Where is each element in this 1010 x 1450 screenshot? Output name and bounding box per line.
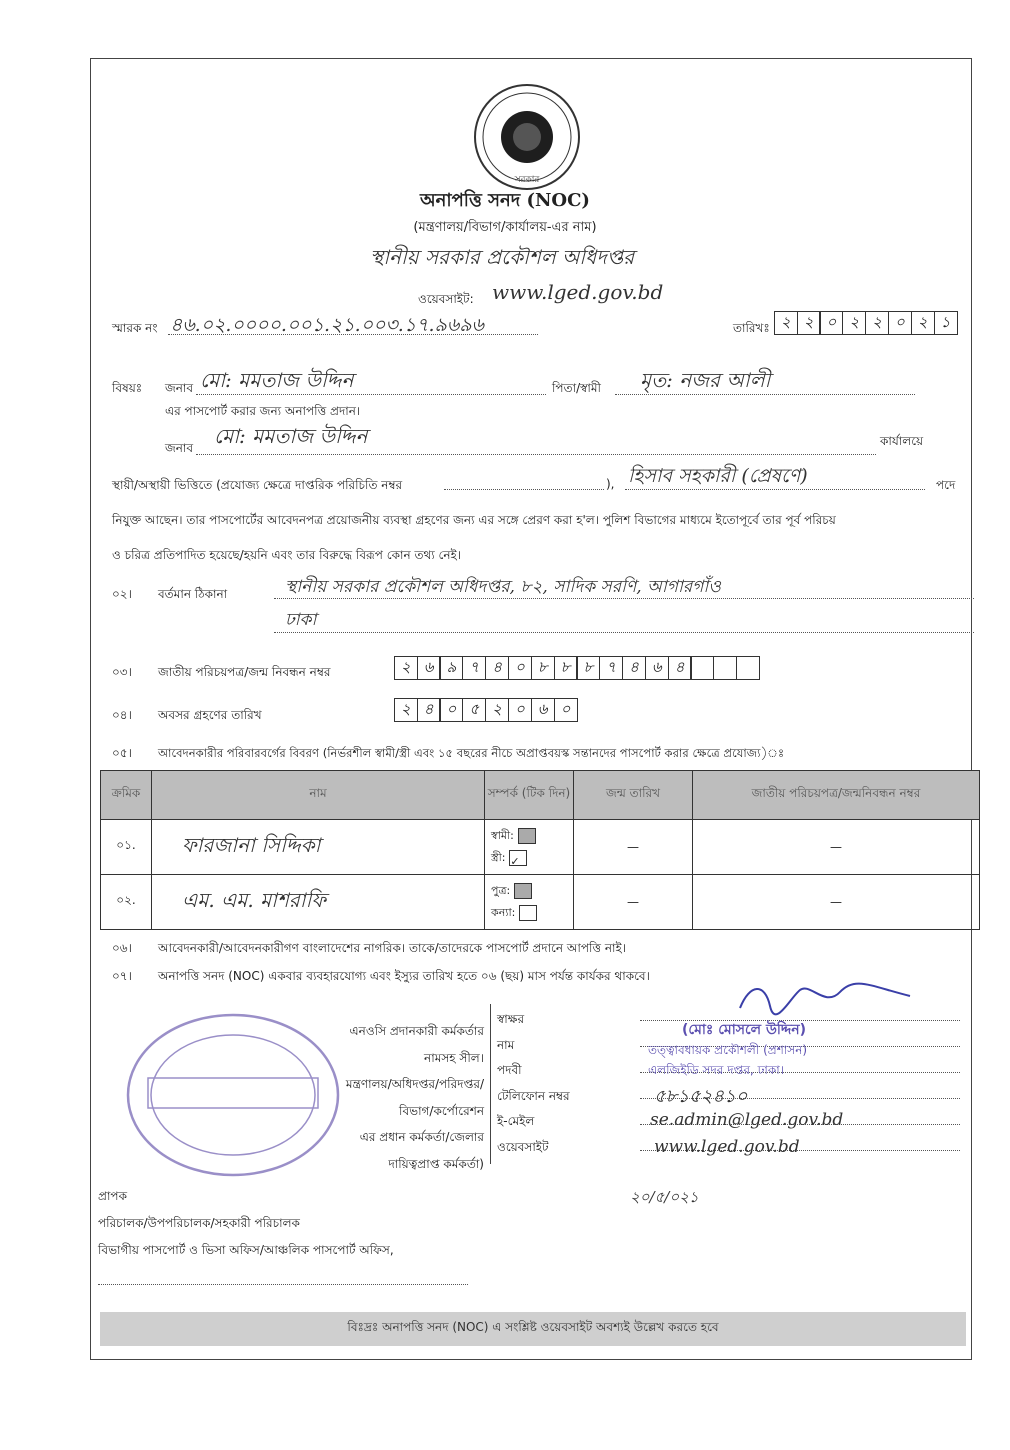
email-handwritten: se.admin@lged.gov.bd (650, 1110, 844, 1130)
body-name-line (196, 454, 876, 455)
husband-checkbox[interactable] (518, 828, 536, 844)
col-relation: সম্পর্ক (টিক দিন) (485, 771, 574, 820)
row2-name: এম. এম. মাশরাফি (152, 875, 485, 930)
recipient-label: প্রাপক (98, 1189, 127, 1203)
footer-note (100, 1312, 966, 1346)
rel-daughter-label: কন্যা: (491, 906, 516, 919)
row1-dob: — (574, 820, 693, 875)
officer-signature-icon (730, 978, 920, 1020)
address-line1: স্থানীয় সরকার প্রকৌশল অধিদপ্তর, ৮২, সাদিক সরণি, আগারগাঁও (285, 577, 721, 597)
body-line5: ও চরিত্র প্রতিপাদিত হয়েছে/হয়নি এবং তার বিরুদ্ধে বিরূপ কোন তথ্য নেই। (112, 548, 462, 562)
col-name: নাম (152, 771, 485, 820)
body-applicant-name: মো: মমতাজ উদ্দিন (214, 424, 368, 448)
subject-mr-label: জনাব (165, 381, 194, 395)
designation: হিসাব সহকারী (প্রেষণে) (628, 465, 808, 487)
sig-left-line: এনওসি প্রদানকারী কর্মকর্তার (349, 1024, 484, 1038)
body-line4: নিযুক্ত আছেন। তার পাসপোর্টের আবেদনপত্র প্রয়োজনীয় ব্যবস্থা গ্রহণের জন্য এর সঙ্গে প্রেরণ করা হ'ল। পুলিশ বিভাগের মাধ্যমে ইতোপূর্বে তার পূর্ব পরিচয় (112, 513, 836, 527)
applicant-name: মো: মমতাজ উদ্দিন (200, 368, 354, 392)
father-line (615, 394, 915, 395)
phone-handwritten: ৫৮১৫২৪১০ (654, 1086, 748, 1107)
footer-note-text: বিঃদ্রঃ অনাপত্তি সনদ (NOC) এ সংশ্লিষ্ট ওয়েবসাইট অবশ্যই উল্লেখ করতে হবে (347, 1320, 719, 1334)
page-subtitle: (মন্ত্রণালয়/বিভাগ/কার্যালয়-এর নাম) (413, 220, 597, 235)
retirement-boxes: ২ ৪ ০ ৫ ২ ০ ৬ ০ (395, 698, 578, 722)
col-serial: ক্রমিক (101, 771, 152, 820)
sig-left-line: এর প্রধান কর্মকর্তা/জেলার (359, 1130, 484, 1144)
field-website-label: ওয়েবসাইট (497, 1139, 549, 1154)
father-name: মৃত: নজর আলী (640, 368, 771, 392)
field-name-label: নাম (497, 1037, 515, 1052)
signatory-left-block (330, 1018, 484, 1177)
memo-label: স্মারক নং (112, 321, 158, 335)
father-label: পিতা/স্বামী (552, 381, 601, 395)
sig-left-line: নামসহ সীল। (424, 1050, 484, 1065)
body-line3b: ), (606, 477, 615, 491)
item2-label: বর্তমান ঠিকানা (158, 587, 228, 601)
son-checkbox[interactable] (514, 883, 532, 899)
address-dots1 (274, 598, 974, 599)
field-email-label: ই-মেইল (497, 1114, 535, 1128)
date-note-handwritten: ২০/৫/০২১ (630, 1188, 699, 1206)
rel-wife-label: স্ত্রী: (491, 851, 506, 864)
item7-text: অনাপত্তি সনদ (NOC) একবার ব্যবহারযোগ্য এবং ইস্যুর তারিখ হতে ০৬ (ছয়) মাস পর্যন্ত কার্যকর থাকবে। (158, 969, 650, 983)
designation-line (625, 489, 925, 490)
row1-relation (485, 820, 574, 875)
recipient-line1: পরিচালক/উপপরিচালক/সহকারী পরিচালক (98, 1216, 300, 1230)
body-line3a: স্থায়ী/অস্থায়ী ভিত্তিতে (প্রযোজ্য ক্ষেত্রে দাপ্তরিক পরিচিতি নম্বর (112, 478, 403, 492)
family-table (100, 770, 980, 930)
field-designation-label: পদবী (497, 1063, 522, 1077)
col-dob: জন্ম তারিখ (574, 771, 693, 820)
date-boxes: ২ ২ ০ ২ ২ ০ ২ ১ (775, 311, 958, 335)
item3-label: জাতীয় পরিচয়পত্র/জন্ম নিবন্ধন নম্বর (158, 665, 331, 679)
item4-num: ০৪। (112, 708, 132, 722)
row2-serial: ০২. (101, 875, 152, 930)
nid-boxes: ২ ৬ ৯ ৭ ৪ ০ ৮ ৮ ৮ ৭ ৪ ৬ ৪ (395, 656, 760, 680)
id-line (444, 489, 604, 490)
address-line2: ঢাকা (285, 610, 317, 630)
stamp-officer-title: তত্ত্বাবধায়ক প্রকৌশলী (প্রশাসন) (648, 1043, 808, 1057)
item4-label: অবসর গ্রহণের তারিখ (158, 708, 262, 722)
field-phone-label: টেলিফোন নম্বর (497, 1088, 570, 1103)
subject-label: বিষয়ঃ (112, 381, 143, 395)
wife-checkbox[interactable]: ✓ (509, 850, 527, 866)
item6-text: আবেদনকারী/আবেদনকারীগণ বাংলাদেশের নাগরিক। তাকে/তাদেরকে পাসপোর্ট প্রদানে আপত্তি নাই। (158, 941, 627, 955)
memo-dotted-line (168, 334, 538, 335)
sig-left-line: দায়িত্বপ্রাপ্ত কর্মকর্তা) (388, 1156, 484, 1171)
field-signature-label: স্বাক্ষর (497, 1012, 525, 1026)
office-name-handwritten: স্থানীয় সরকার প্রকৌশল অধিদপ্তর (370, 245, 635, 269)
website-sig-handwritten: www.lged.gov.bd (654, 1137, 800, 1157)
rel-son-label: পুত্র: (491, 884, 511, 897)
government-seal-icon (472, 82, 582, 192)
item7-num: ০৭। (112, 969, 132, 983)
svg-text:সরকার: সরকার (514, 175, 540, 185)
stamp-office: এলজিইডি সদর দপ্তর, ঢাকা। (648, 1063, 785, 1077)
row1-serial: ০১. (101, 820, 152, 875)
signatory-bracket (490, 1004, 493, 1164)
table-row (101, 875, 980, 930)
office-label: কার্যালয়ে (880, 434, 924, 448)
post-label: পদে (936, 478, 956, 492)
row2-dob: — (574, 875, 693, 930)
col-nid: জাতীয় পরিচয়পত্র/জন্মনিবন্ধন নম্বর (693, 771, 980, 820)
website-handwritten: www.lged.gov.bd (492, 280, 664, 304)
date-label: তারিখঃ (733, 321, 770, 335)
item5-label: আবেদনকারীর পরিবারবর্গের বিবরণ (নির্ভরশীল স্বামী/স্ত্রী এবং ১৫ বছরের নীচে অপ্রাপ্তবয়স্ক সন্তানদের পাসপোর্ট করার ক্ষেত্রে প্রযোজ্য)ঃ (158, 746, 785, 760)
recipient-dots (98, 1284, 468, 1285)
office-round-seal-icon (118, 1010, 348, 1180)
table-row (101, 820, 980, 875)
item2-num: ০২। (112, 587, 132, 601)
row1-name: ফারজানা সিদ্দিকা (152, 820, 485, 875)
signatory-field-labels (497, 1007, 570, 1160)
sig-left-line: মন্ত্রণালয়/অধিদপ্তর/পরিদপ্তর/ (345, 1077, 484, 1091)
body-mr-label: জনাব (165, 441, 194, 455)
row2-relation (485, 875, 574, 930)
item5-num: ০৫। (112, 746, 132, 760)
subject-name-line (196, 394, 546, 395)
row1-nid: — (693, 820, 980, 875)
website-label: ওয়েবসাইট: (418, 292, 474, 306)
row2-nid: — (693, 875, 980, 930)
item6-num: ০৬। (112, 941, 132, 955)
page-title: অনাপত্তি সনদ (NOC) (420, 190, 590, 211)
recipient-line2: বিভাগীয় পাসপোর্ট ও ভিসা অফিস/আঞ্চলিক পাসপোর্ট অফিস, (98, 1243, 394, 1257)
subject-line2: এর পাসপোর্ট করার জন্য অনাপত্তি প্রদান। (165, 404, 361, 418)
memo-number: ৪৬.০২.০০০০.০০১.২১.০০৩.১৭.৯৬৯৬ (170, 314, 484, 336)
address-dots2 (274, 632, 974, 633)
rel-husband-label: স্বামী: (491, 829, 514, 842)
item3-num: ০৩। (112, 665, 132, 679)
stamp-officer-name: (মোঃ মোসলে উদ্দিন) (682, 1022, 806, 1038)
daughter-checkbox[interactable] (519, 905, 537, 921)
sig-left-line: বিভাগ/কর্পোরেশন (399, 1103, 484, 1118)
